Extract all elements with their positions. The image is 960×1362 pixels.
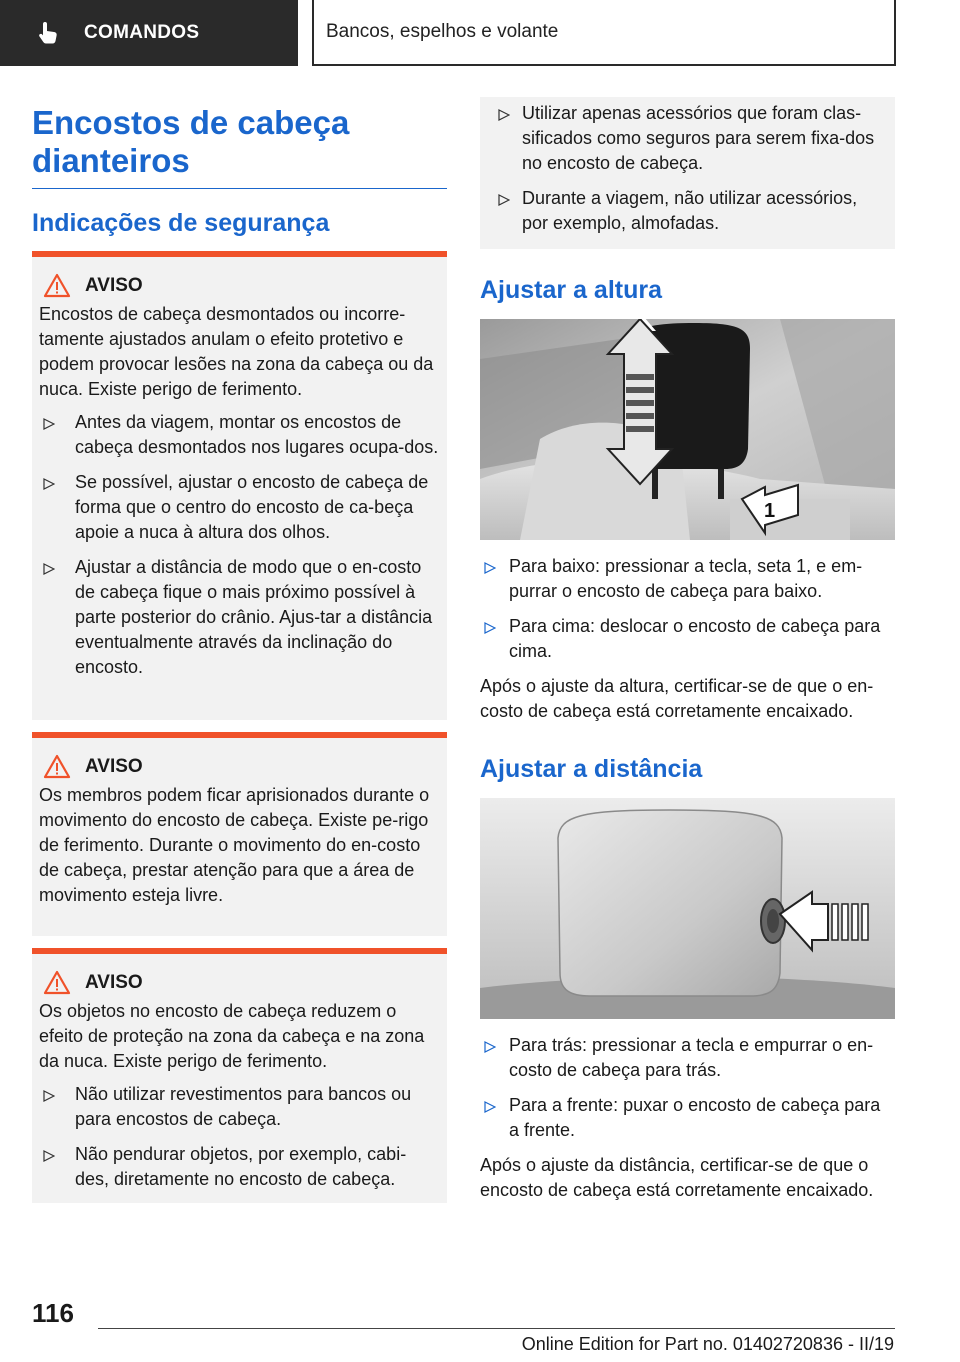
headrest-distance-illustration — [480, 798, 895, 1019]
page-header — [0, 0, 960, 66]
warning-box-1 — [32, 251, 447, 720]
list-item: Utilizar apenas acessórios que foram clas-sificados como seguros para serem fixa-dos no encosto de cabeça. — [494, 101, 885, 176]
bullet-triangle-icon — [484, 1101, 496, 1113]
list-item: Não pendurar objetos, por exemplo, cabi-des, diretamente no encosto de cabeça. — [39, 1142, 439, 1192]
headrest-distance-photo — [480, 798, 895, 1019]
warning-continued-box — [480, 97, 895, 249]
safety-heading: Indicações de segurança — [32, 209, 330, 237]
bullet-triangle-icon — [43, 1150, 55, 1162]
section-title: Bancos, espelhos e volante — [312, 0, 896, 66]
list-item: Se possível, ajustar o encosto de cabeça de forma que o centro do encosto de ca-beça apoie a nuca à altura dos olhos. — [39, 470, 439, 545]
warning-text: Os objetos no encosto de cabeça reduzem o efeito de proteção na zona da cabeça e na zona da nuca. Existe perigo de ferimento. — [39, 1001, 425, 1071]
chapter-tab — [0, 0, 298, 66]
headrest-height-photo — [480, 319, 895, 540]
list-item: Antes da viagem, montar os encostos de cabeça desmontados nos lugares ocupa-dos. — [39, 410, 439, 460]
bullet-triangle-icon — [43, 563, 55, 575]
warning-triangle-icon — [43, 273, 71, 298]
height-heading: Ajustar a altura — [480, 276, 663, 304]
warning-box-3 — [32, 948, 447, 1203]
list-item: Para cima: deslocar o encosto de cabeça para cima. — [480, 614, 895, 664]
warning-text: Encostos de cabeça desmontados ou incorre-tamente ajustados anulam o efeito protetivo e podem provocar lesões na zona da cabeça ou da nuca. Existe perigo de ferimento. — [39, 304, 434, 399]
height-note: Após o ajuste da altura, certificar-se de que o en-costo de cabeça está corretamente encaixado. — [480, 676, 874, 721]
headrest-height-illustration — [480, 319, 895, 540]
bullet-triangle-icon — [43, 418, 55, 430]
warning-label: AVISO — [85, 756, 143, 777]
distance-heading: Ajustar a distância — [480, 755, 703, 783]
list-item: Durante a viagem, não utilizar acessórios, por exemplo, almofadas. — [494, 186, 885, 236]
warning-box-2 — [32, 732, 447, 936]
footer-divider — [98, 1328, 895, 1329]
edition-text: Online Edition for Part no. 01402720836 - II/19 — [521, 1334, 894, 1354]
hand-pointer-icon — [36, 20, 62, 46]
bullet-triangle-icon — [498, 109, 510, 121]
list-item: Para trás: pressionar a tecla e empurrar o en-costo de cabeça para trás. — [480, 1033, 895, 1083]
warning-triangle-icon — [43, 970, 71, 995]
distance-note: Após o ajuste da distância, certificar-se de que o encosto de cabeça está corretamente encaixado. — [480, 1155, 874, 1200]
list-item: Não utilizar revestimentos para bancos ou para encostos de cabeça. — [39, 1082, 439, 1132]
page-title: Encostos de cabeça dianteiros — [32, 104, 447, 189]
bullet-triangle-icon — [484, 1041, 496, 1053]
bullet-triangle-icon — [484, 562, 496, 574]
warning-label: AVISO — [85, 972, 143, 993]
chapter-label: COMANDOS — [84, 22, 200, 43]
bullet-triangle-icon — [498, 194, 510, 206]
list-item: Para baixo: pressionar a tecla, seta 1, e em-purrar o encosto de cabeça para baixo. — [480, 554, 895, 604]
list-item: Para a frente: puxar o encosto de cabeça para a frente. — [480, 1093, 895, 1143]
warning-label: AVISO — [85, 275, 143, 296]
bullet-triangle-icon — [43, 478, 55, 490]
callout-number: 1 — [764, 500, 776, 522]
bullet-triangle-icon — [484, 622, 496, 634]
warning-triangle-icon — [43, 754, 71, 779]
warning-text: Os membros podem ficar aprisionados durante o movimento do encosto de cabeça. Existe pe-rigo de ferimento. Durante o movimento do en-costo de cabeça, prestar atenção para que a área de movimento esteja livre. — [39, 785, 430, 905]
bullet-triangle-icon — [43, 1090, 55, 1102]
list-item: Ajustar a distância de modo que o en-costo de cabeça fique o mais próximo possível à parte posterior do crânio. Ajus-tar a distância eventualmente através da inclinação do encosto. — [39, 555, 439, 680]
page-number: 116 — [32, 1298, 74, 1328]
